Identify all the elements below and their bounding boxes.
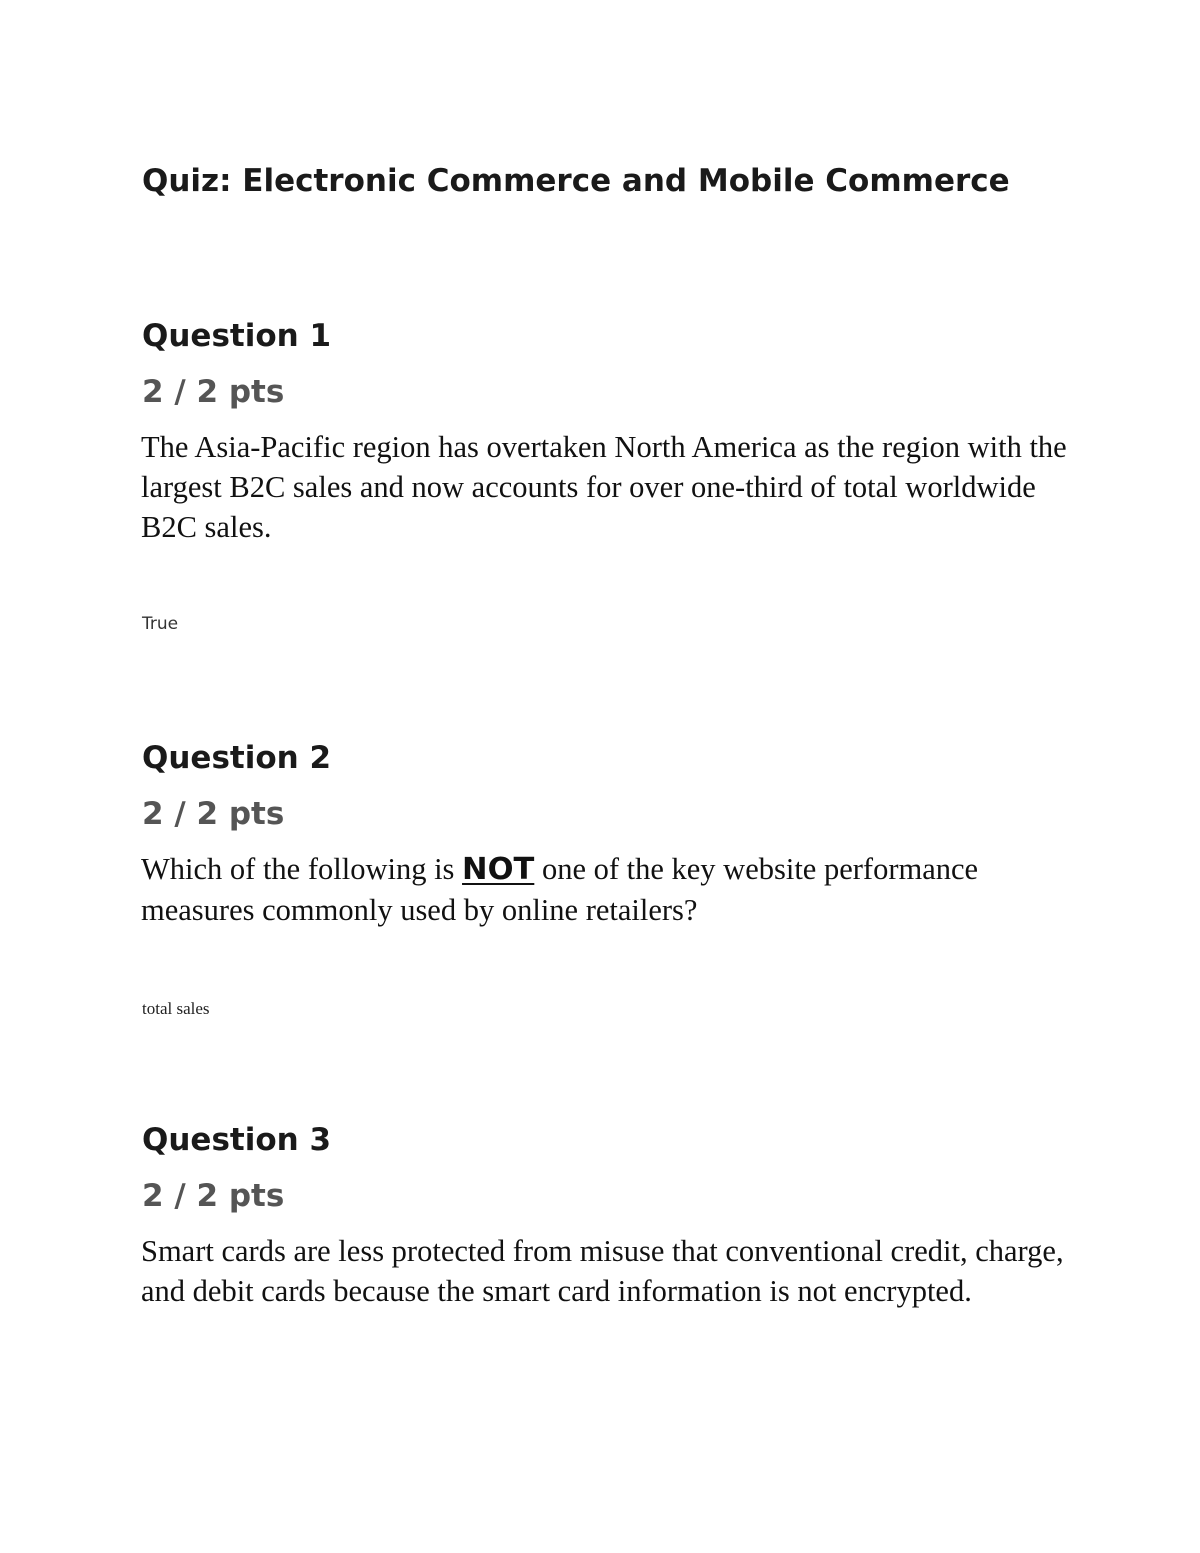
answer-text: total sales (142, 999, 210, 1018)
question-text (141, 849, 1071, 930)
question-heading: Question 2 (142, 740, 332, 776)
question-heading: Question 1 (142, 318, 332, 354)
question-text: Smart cards are less protected from misuse that conventional credit, charge, and debit cards because the smart card information is not encrypted. (141, 1234, 1064, 1308)
question-heading: Question 3 (142, 1122, 332, 1158)
question-text-emphasis: NOT (462, 852, 535, 887)
question-points: 2 / 2 pts (142, 374, 285, 410)
question-text-end: one of the key website performance measures commonly used by online retailers? (141, 852, 979, 927)
answer-text: True (142, 614, 179, 634)
question-points: 2 / 2 pts (142, 796, 285, 832)
quiz-title: Quiz: Electronic Commerce and Mobile Commerce (142, 163, 1010, 199)
question-text: The Asia-Pacific region has overtaken North America as the region with the largest B2C sales and now accounts for over one-third of total worldwide B2C sales. (141, 430, 1067, 544)
question-text-start: Which of the following is (141, 852, 463, 886)
question-points: 2 / 2 pts (142, 1178, 285, 1214)
